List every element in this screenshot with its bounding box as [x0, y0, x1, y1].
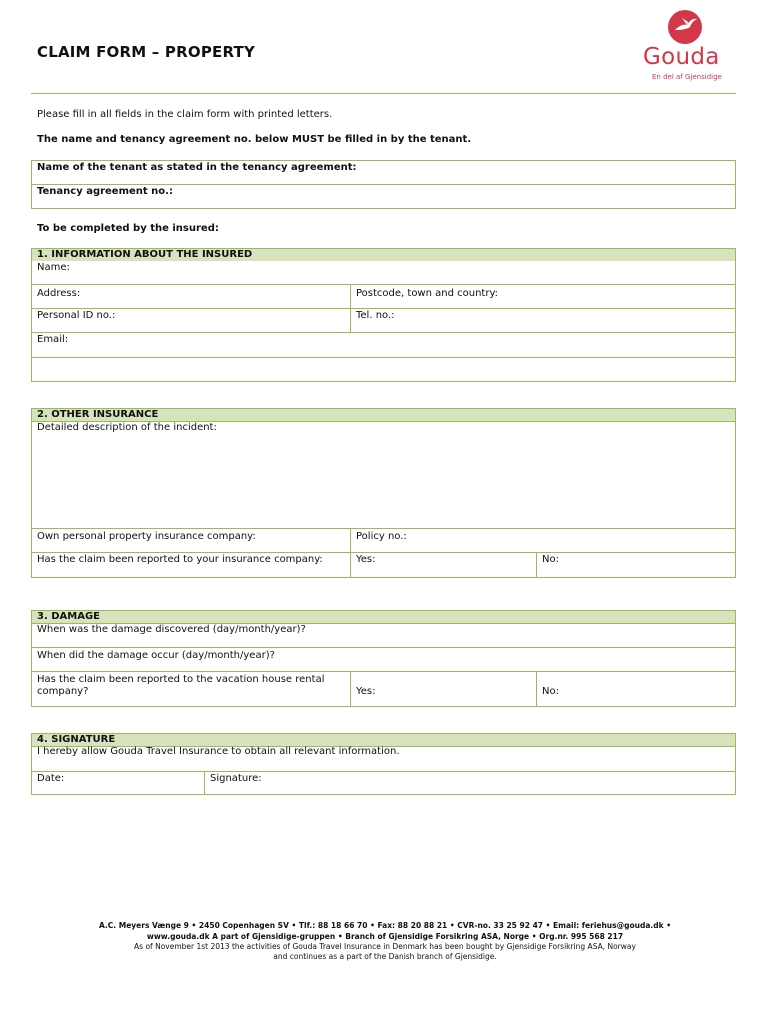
personal-id-field[interactable] — [32, 309, 350, 332]
reported-insurer-no-field[interactable] — [536, 553, 735, 578]
blank-field[interactable] — [32, 358, 735, 382]
personal-id-label: Personal ID no.: — [37, 310, 116, 321]
footer-ownership-note-2: and continues as a part of the Danish branch of Gjensidige. — [273, 952, 497, 961]
intro-instruction: Please fill in all fields in the claim form with printed letters. — [37, 109, 333, 120]
insured-note: To be completed by the insured: — [37, 223, 219, 234]
insured-name-field[interactable] — [32, 258, 735, 284]
postcode-label: Postcode, town and country: — [356, 288, 499, 299]
tenancy-agreement-field[interactable] — [32, 185, 735, 209]
address-label: Address: — [37, 288, 81, 299]
policy-number-field[interactable] — [350, 529, 735, 552]
tel-field[interactable] — [350, 309, 735, 332]
tenant-box — [31, 160, 736, 209]
claim-reported-rental-line2: company? — [37, 686, 89, 697]
gouda-logo — [640, 10, 735, 82]
tenant-name-label: Name of the tenant as stated in the tenancy agreement: — [37, 162, 357, 173]
claim-reported-insurer-field — [32, 553, 350, 578]
yes-label: Yes: — [356, 554, 376, 565]
own-insurance-company-label: Own personal property insurance company: — [37, 531, 256, 542]
incident-description-label: Detailed description of the incident: — [37, 422, 217, 433]
signature-field[interactable] — [204, 772, 735, 795]
insured-name-label: Name: — [37, 262, 70, 273]
section-damage — [31, 610, 736, 707]
date-field[interactable] — [32, 772, 204, 795]
no-label: No: — [542, 554, 559, 565]
section-other-insurance — [31, 408, 736, 578]
section-signature — [31, 733, 736, 795]
date-label: Date: — [37, 773, 65, 784]
own-insurance-company-field[interactable] — [32, 529, 350, 552]
reported-rental-yes-field[interactable] — [350, 672, 536, 707]
incident-description-field[interactable] — [32, 418, 735, 528]
header-divider — [31, 93, 736, 94]
postcode-field[interactable] — [350, 285, 735, 308]
address-field[interactable] — [32, 285, 350, 308]
damage-discovered-label: When was the damage discovered (day/month/year)? — [37, 624, 306, 635]
yes-label: Yes: — [356, 686, 376, 697]
claim-reported-rental-line1: Has the claim been reported to the vacation house rental — [37, 674, 325, 685]
reported-rental-no-field[interactable] — [536, 672, 735, 707]
section2-heading: 2. OTHER INSURANCE — [37, 409, 159, 420]
section3-heading: 3. DAMAGE — [37, 611, 101, 622]
logo-tagline: En del af Gjensidige — [652, 73, 722, 81]
signature-label: Signature: — [210, 773, 262, 784]
swallow-icon — [668, 10, 702, 44]
damage-occurred-label: When did the damage occur (day/month/year)? — [37, 650, 275, 661]
footer-company: www.gouda.dk A part of Gjensidige-gruppen • Branch of Gjensidige Forsikring ASA, Norge • Org.nr. 995 568 217 — [146, 932, 624, 941]
reported-insurer-yes-field[interactable] — [350, 553, 536, 578]
policy-number-label: Policy no.: — [356, 531, 407, 542]
tel-label: Tel. no.: — [356, 310, 395, 321]
damage-occurred-field[interactable] — [32, 648, 735, 671]
consent-label: I hereby allow Gouda Travel Insurance to obtain all relevant information. — [37, 746, 400, 757]
form-title: CLAIM FORM – PROPERTY — [37, 43, 256, 61]
consent-text — [32, 743, 735, 771]
tenancy-agreement-label: Tenancy agreement no.: — [37, 186, 173, 197]
no-label: No: — [542, 686, 559, 697]
section1-heading: 1. INFORMATION ABOUT THE INSURED — [37, 249, 253, 260]
section-insured — [31, 248, 736, 382]
logo-wordmark: Gouda — [643, 44, 720, 70]
email-label: Email: — [37, 334, 69, 345]
claim-reported-rental-field — [32, 672, 350, 707]
damage-discovered-field[interactable] — [32, 620, 735, 647]
email-field[interactable] — [32, 333, 735, 357]
section4-heading: 4. SIGNATURE — [37, 734, 116, 745]
footer-address: A.C. Meyers Vænge 9 • 2450 Copenhagen SV • Tlf.: 88 18 66 70 • Fax: 88 20 88 21 • CVR-no. 33 25 92 47 • Email: feriehus@gouda.dk • — [98, 921, 672, 930]
footer-ownership-note: As of November 1st 2013 the activities of Gouda Travel Insurance in Denmark has been bought by Gjensidige Forsikring ASA, Norway — [134, 942, 636, 951]
claim-reported-insurer-label: Has the claim been reported to your insurance company: — [37, 554, 323, 565]
intro-tenant-notice: The name and tenancy agreement no. below MUST be filled in by the tenant. — [37, 134, 472, 145]
tenant-name-field[interactable] — [32, 161, 735, 185]
